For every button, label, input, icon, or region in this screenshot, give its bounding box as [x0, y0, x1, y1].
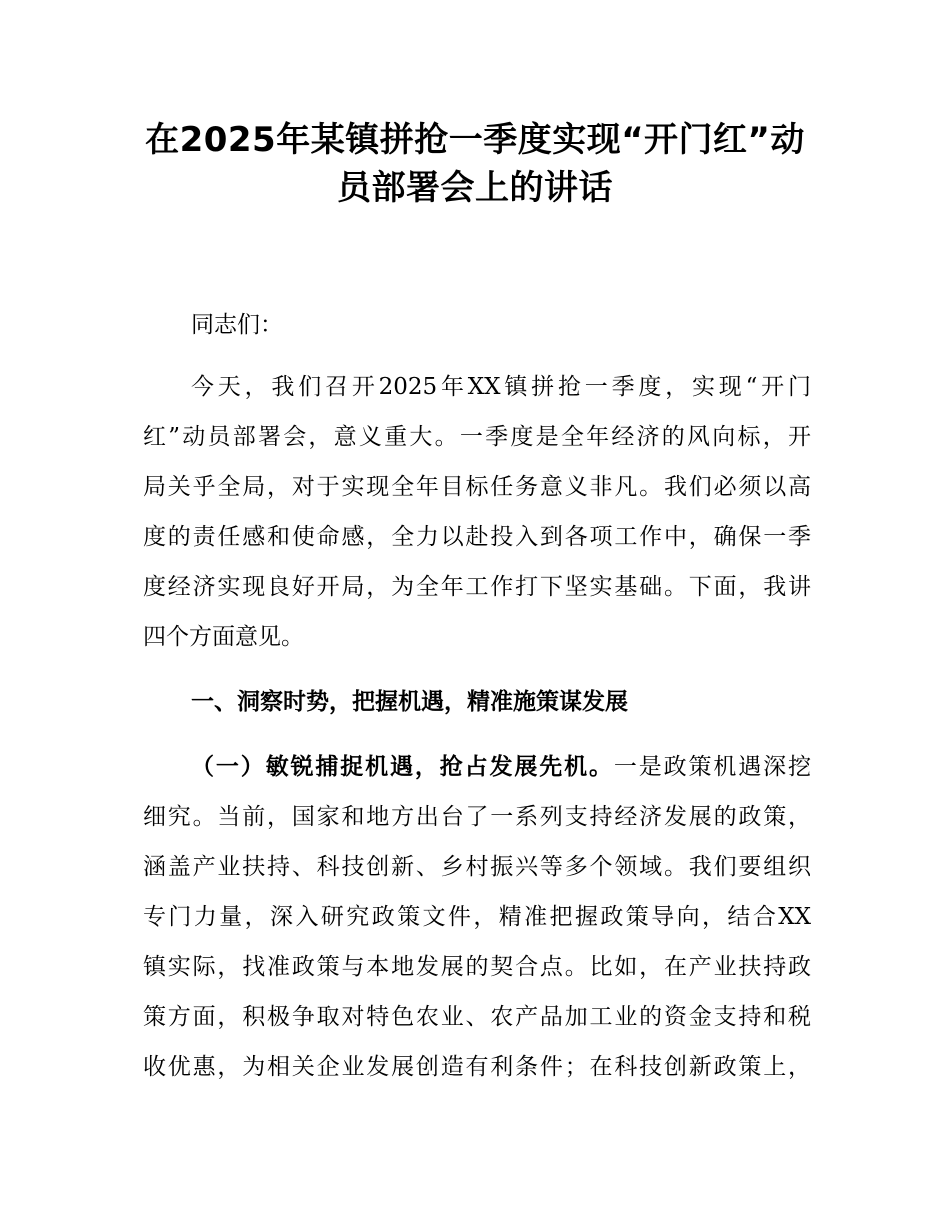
intro-paragraph-line: 度的责任感和使命感，全力以赴投入到各项工作中，确保一季: [143, 524, 811, 550]
subsection-heading: （一）敏锐捕捉机遇，抢占发展先机。: [191, 754, 614, 780]
intro-paragraph-line: 局关乎全局，对于实现全年目标任务意义非凡。我们必须以高: [143, 474, 811, 500]
intro-paragraph-line: 红”动员部署会，意义重大。一季度是全年经济的风向标，开: [143, 424, 811, 450]
subsection-paragraph-line: 收优惠，为相关企业发展创造有利条件；在科技创新政策上，: [143, 1054, 811, 1080]
intro-paragraph-line: 四个方面意见。: [143, 624, 304, 650]
subsection-text: 一是政策机遇深挖: [613, 754, 811, 780]
subsection-paragraph-line: 涵盖产业扶持、科技创新、乡村振兴等多个领域。我们要组织: [143, 854, 811, 880]
document-title-line-1: 在2025年某镇拼抢一季度实现“开门红”动: [145, 120, 805, 160]
subsection-paragraph-line: 镇实际，找准政策与本地发展的契合点。比如，在产业扶持政: [143, 954, 811, 980]
greeting: 同志们：: [191, 312, 283, 338]
document-title-line-2: 员部署会上的讲话: [337, 168, 613, 208]
intro-paragraph-line: 今天，我们召开2025年XX镇拼抢一季度，实现“开门: [191, 374, 811, 400]
intro-paragraph-line: 度经济实现良好开局，为全年工作打下坚实基础。下面，我讲: [143, 574, 811, 600]
subsection-paragraph-line: 专门力量，深入研究政策文件，精准把握政策导向，结合XX: [143, 904, 811, 930]
section-heading: 一、洞察时势，把握机遇，精准施策谋发展: [191, 689, 628, 715]
subsection-paragraph-line: 细究。当前，国家和地方出台了一系列支持经济发展的政策，: [143, 804, 811, 830]
subsection-paragraph-line: 策方面，积极争取对特色农业、农产品加工业的资金支持和税: [143, 1004, 811, 1030]
subsection-first-line: [191, 751, 811, 783]
